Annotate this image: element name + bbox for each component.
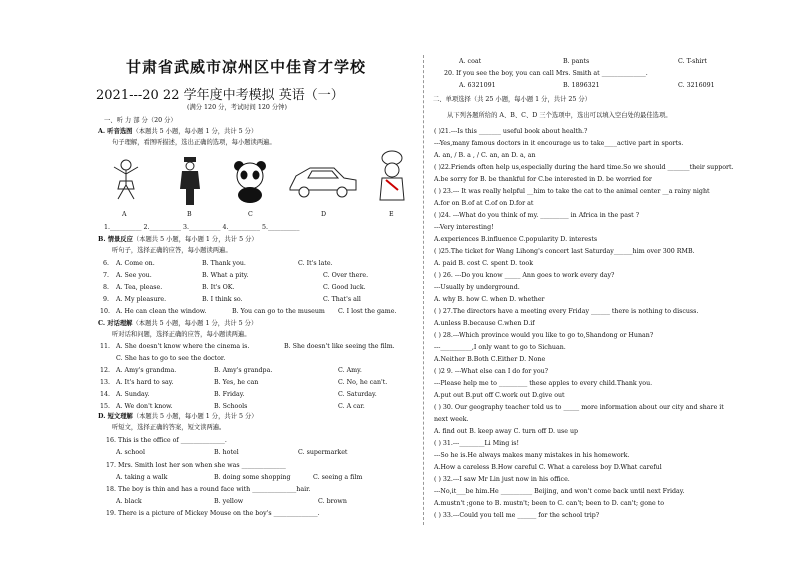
text-line: ( ) 30. Our geography teacher told us to _____ more information about our city and share it	[434, 404, 724, 411]
text-line: ( ) 28.---Which province would you like to go to,Shandong or Hunan?	[434, 332, 654, 339]
text-line: A. See you.	[116, 272, 152, 279]
text-line: C. No, he can't.	[338, 379, 388, 386]
text-line: ---Yes,many famous doctors in it encourage us to take____active part in sports.	[434, 140, 684, 147]
text-line: 11.	[100, 343, 111, 350]
text-line: A. coat	[459, 58, 482, 65]
text-line: A. It's hard to say.	[116, 379, 174, 386]
text-line: 13.	[100, 379, 111, 386]
pic-label-c: C	[248, 211, 253, 218]
pic-label-d: D	[321, 211, 327, 218]
text-line: A. He can clean the window.	[116, 308, 207, 315]
text-line: C. Good luck.	[323, 284, 366, 291]
text-line: ---Very interesting!	[434, 224, 494, 231]
text-line: 16. This is the office of ______________.	[106, 437, 227, 444]
text-line: ( )25.The ticket for Wang Lihong's concert last Saturday______him over 300 RMB.	[434, 248, 695, 255]
text-line: ( )21.---Is this _______ useful book about health.?	[434, 128, 588, 135]
text-line: D. 短文理解	[98, 413, 133, 420]
text-line: 15.	[100, 403, 111, 410]
text-line: B. You can go to the museum	[232, 308, 325, 315]
text-line: A. taking a walk	[116, 474, 168, 481]
text-line: ---Please help me to _________ these apples to every child.Thank you.	[434, 380, 653, 387]
text-line: ( ) 31.---________Li Ming is!	[434, 440, 520, 447]
secA-heading	[98, 128, 257, 135]
panda-icon	[230, 158, 270, 204]
answer-blanks: 1.__________ 2.__________ 3.__________ 4.__________ 5.__________	[104, 224, 300, 231]
text-line: B. What a pity.	[202, 272, 249, 279]
secB-instruction: 听句子，选择正确的应答，每小题读两遍。	[112, 247, 232, 254]
text-line: ( ) 23.--- It was really helpful __him to take the cat to the animal center __a rainy night	[434, 188, 710, 195]
text-line: 18. The boy is thin and has a round face with ______________hair.	[106, 486, 311, 493]
pic-label-e: E	[389, 211, 394, 218]
text-line: （本题共 5 小题，每小题 1 分，共计 5 分）	[132, 413, 258, 420]
secD-instruction: 听短文，选择正确的答案，短文读两遍。	[112, 424, 226, 431]
text-line: C. T-shirt	[678, 58, 707, 65]
text-line: C. 3216091	[678, 82, 715, 89]
chef-icon	[372, 150, 412, 206]
school-title: 甘肃省武威市凉州区中佳育才学校	[126, 58, 367, 76]
text-line: 20. If you see the boy, you can call Mrs. Smith at ______________.	[444, 70, 648, 77]
text-line: A. We don't know.	[116, 403, 173, 410]
text-line: A.put out B.put off C.work out D.give out	[434, 392, 565, 399]
text-line: 7.	[103, 272, 110, 279]
text-line: B. Thank you.	[202, 260, 246, 267]
text-line: A. Come on.	[116, 260, 155, 267]
part1-heading: 一、听 力 部 分（20 分）	[104, 117, 177, 124]
text-line: B. 1896321	[563, 82, 600, 89]
text-line: A. an, / B. a , / C. an, an D. a, an	[434, 152, 536, 159]
text-line: ( ) 33.---Could you tell me ______ for the school trip?	[434, 512, 600, 519]
text-line: 14.	[100, 391, 111, 398]
text-line: A. find out B. keep away C. turn off D. use up	[434, 428, 579, 435]
soldier-icon	[170, 155, 210, 207]
text-line: 9.	[103, 296, 110, 303]
text-line: 12.	[100, 367, 111, 374]
secC-instruction: 听对话和问题，选择正确的应答，每小题读两遍。	[112, 331, 251, 338]
text-line: C. brown	[318, 498, 347, 505]
text-line: A.be sorry for B. be thankful for C.be interested in D. be worried for	[434, 176, 652, 183]
text-line: ( )22.Friends often help us,especially during the hard time.So we should _______their support.	[434, 164, 734, 171]
text-line: A.for on B.of at C.of on D.for at	[434, 200, 534, 207]
text-line: A.unless B.because C.when D.if	[434, 320, 535, 327]
text-line: next week.	[434, 416, 469, 423]
part2-heading: 二、单项选择（共 25 小题，每小题 1 分，共计 25 分）	[433, 96, 591, 103]
text-line: C. seeing a film	[313, 474, 363, 481]
text-line: ---__________,I only want to go to Sichuan.	[434, 344, 566, 351]
dancer-icon	[104, 155, 148, 207]
text-line: B. pants	[563, 58, 590, 65]
text-line: B. Yes, he can	[214, 379, 259, 386]
text-line: ( )24. ---What do you think of my. _________ in Africa in the past ?	[434, 212, 640, 219]
text-line: C. It's late.	[298, 260, 333, 267]
text-line: A. 6321091	[459, 82, 496, 89]
text-line: C. She has to go to see the doctor.	[116, 355, 226, 362]
text-line: A. paid B. cost C. spent D. took	[434, 260, 534, 267]
text-line: ---Usually by underground.	[434, 284, 520, 291]
part2-instruction: 从下列各题所给的 A、B、C、D 三个选项中，选出可以填入空白处的最佳选项。	[447, 112, 672, 119]
fold-line	[423, 55, 425, 525]
text-line: C. Over there.	[323, 272, 369, 279]
text-line: B. Schools	[214, 403, 248, 410]
text-line: B. I think so.	[202, 296, 243, 303]
secD-heading	[98, 413, 258, 420]
text-line: A. She doesn't know where the cinema is.	[116, 343, 250, 350]
car-icon	[286, 162, 360, 202]
text-line: B. It's OK.	[202, 284, 235, 291]
text-line: ---So he is.He always makes many mistakes in his homework.	[434, 452, 630, 459]
text-line: A. Tea, please.	[116, 284, 163, 291]
pic-label-a: A	[122, 211, 127, 218]
text-line: （本题共 5 小题，每小题 1 分，共计 5 分）	[132, 236, 258, 243]
text-line: A. school	[116, 449, 145, 456]
text-line: A.How a careless B.How careful C. What a careless boy D.What careful	[434, 464, 662, 471]
text-line: 19. There is a picture of Mickey Mouse on the boy's ______________.	[106, 510, 320, 517]
text-line: A.experiences B.influence C.popularity D. interests	[434, 236, 598, 243]
text-line: （本题共 5 小题，每小题 1 分，共计 5 分）	[132, 320, 258, 327]
text-line: 6.	[103, 260, 110, 267]
text-line: A. My pleasure.	[116, 296, 167, 303]
text-line: B. yellow	[214, 498, 244, 505]
text-line: B. Friday.	[214, 391, 245, 398]
text-line: A.mustn't ;gone to B. mustn't; been to C. can't; been to D. can't; gone to	[434, 500, 665, 507]
text-line: A. why B. how C. when D. whether	[434, 296, 545, 303]
text-line: B. doing some shopping	[214, 474, 291, 481]
text-line: ---No,it___be him.He __________ Beijing, and won't come back until next Friday.	[434, 488, 685, 495]
text-line: A.Neither B.Both C.Either D. None	[434, 356, 546, 363]
text-line: A. 听音选图	[98, 128, 133, 135]
pic-label-b: B	[187, 211, 192, 218]
text-line: 17. Mrs. Smith lost her son when she was ______________	[106, 462, 286, 469]
text-line: B. Amy's grandpa.	[214, 367, 273, 374]
text-line: B. hotel	[214, 449, 239, 456]
text-line: ( )2 9. ---What else can I do for you?	[434, 368, 549, 375]
text-line: ( ) 32.---I saw Mr Lin just now in his office.	[434, 476, 570, 483]
text-line: B. 情景反应	[98, 236, 133, 243]
text-line: ( ) 27.The directors have a meeting every Friday ______ there is nothing to discuss.	[434, 308, 699, 315]
text-line: 10.	[100, 308, 111, 315]
text-line: ( ) 26. ---Do you know _____ Ann goes to work every day?	[434, 272, 615, 279]
text-line: A. black	[116, 498, 142, 505]
text-line: A. Sunday.	[116, 391, 150, 398]
secC-heading	[98, 320, 257, 327]
text-line: B. She doesn't like seeing the film.	[284, 343, 395, 350]
text-line: C. A car.	[338, 403, 365, 410]
text-line: （本题共 5 小题，每小题 1 分，共计 5 分）	[132, 128, 258, 135]
text-line: C. Saturday.	[338, 391, 377, 398]
score-note: (满分 120 分，考试时间 120 分钟)	[187, 104, 287, 111]
exam-title: 2021---20 22 学年度中考模拟 英语（一）	[96, 88, 344, 103]
text-line: C. supermarket	[298, 449, 348, 456]
secA-instruction: 句子理解，看图听描述，选出正确的选项，每小题读两遍。	[112, 139, 276, 146]
text-line: C. Amy.	[338, 367, 362, 374]
text-line: A. Amy's grandma.	[116, 367, 177, 374]
text-line: C. That's all	[323, 296, 361, 303]
text-line: 8.	[103, 284, 110, 291]
secB-heading	[98, 236, 258, 243]
text-line: C. 对话理解	[98, 320, 133, 327]
text-line: C. I lost the game.	[338, 308, 397, 315]
